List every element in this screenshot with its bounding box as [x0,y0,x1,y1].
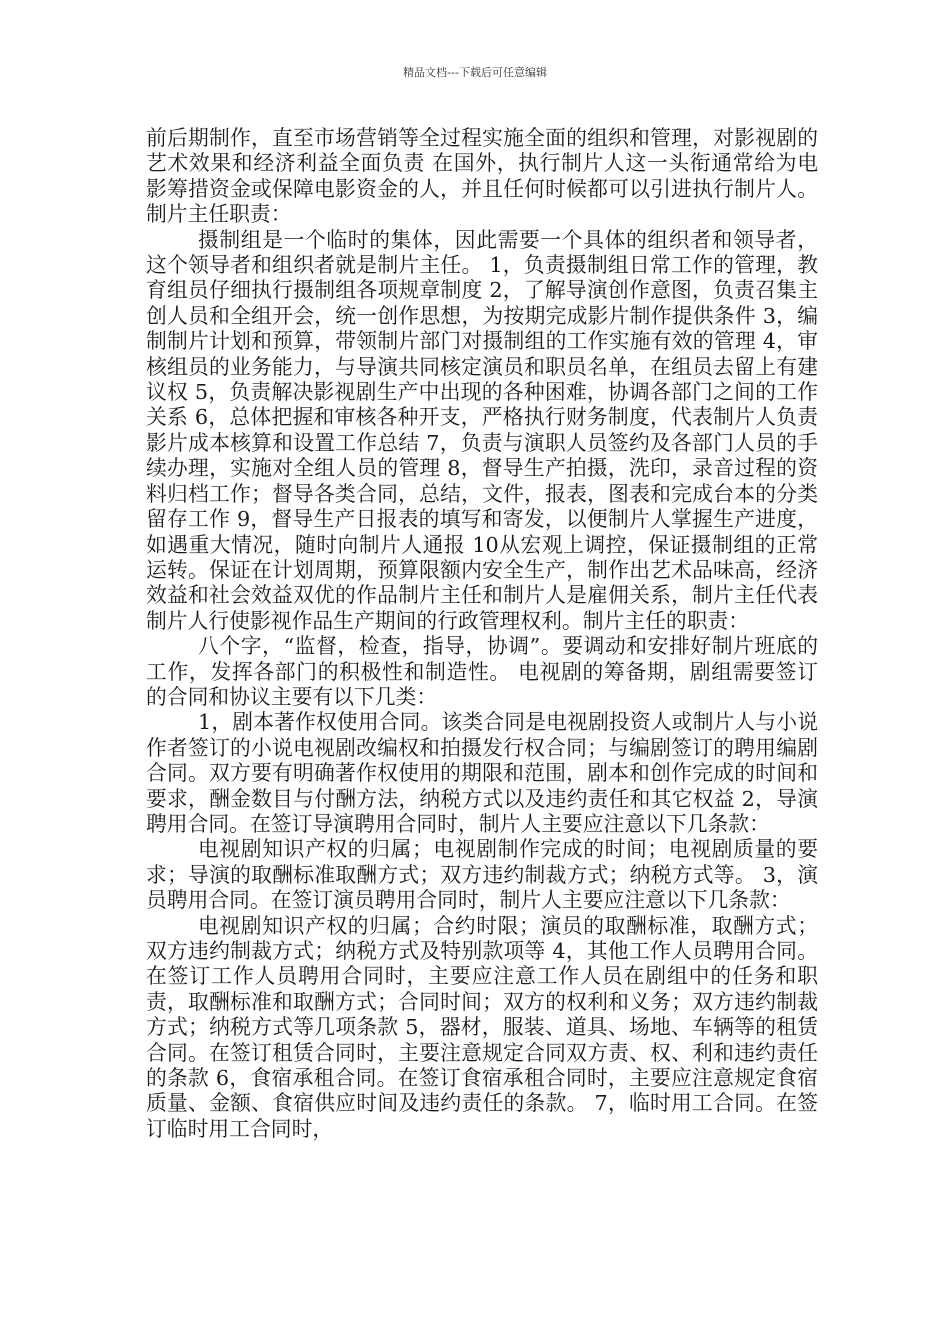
paragraph-6: 电视剧知识产权的归属；合约时限；演员的取酬标准，取酬方式；双方违约制裁方式；纳税方式及特别款项等 4，其他工作人员聘用合同。在签订工作人员聘用合同时，主要应注意工作人员在剧组中的任务和职责，取酬标准和取酬方式；合同时间；双方的权利和义务；双方违约制裁方式；纳税方式等几项条款 5，器材，服装、道具、场地、车辆等的租赁合同。在签订租赁合同时，主要注意规定合同双方责、权、利和违约责任的条款 6，食宿承租合同。在签订食宿承租合同时，主要应注意规定食宿质量、金额、食宿供应时间及违约责任的条款。 7，临时用工合同。在签订临时用工合同时， [146,913,818,1141]
paragraph-1: 前后期制作，直至市场营销等全过程实施全面的组织和管理，对影视剧的艺术效果和经济利益全面负责 在国外，执行制片人这一头衔通常给为电影筹措资金或保障电影资金的人，并且任何时候都可以引进执行制片人。 制片主任职责： [146,126,818,227]
paragraph-2: 摄制组是一个临时的集体，因此需要一个具体的组织者和领导者，这个领导者和组织者就是制片主任。 1，负责摄制组日常工作的管理，教育组员仔细执行摄制组各项规章制度 2，了解导演创作意图，负责召集主创人员和全组开会，统一创作思想，为按期完成影片制作提供条件 3，编制制片计划和预算，带领制片部门对摄制组的工作实施有效的管理 4，审核组员的业务能力，与导演共同核定演员和职员名单，在组员去留上有建议权 5，负责解决影视剧生产中出现的各种困难，协调各部门之间的工作关系 6，总体把握和审核各种开支，严格执行财务制度，代表制片人负责影片成本核算和设置工作总结 7，负责与演职人员签约及各部门人员的手续办理，实施对全组人员的管理 8，督导生产拍摄，洗印，录音过程的资料归档工作；督导各类合同，总结，文件，报表，图表和完成台本的分类留存工作 9，督导生产日报表的填写和寄发，以便制片人掌握生产进度，如遇重大情况，随时向制片人通报 10从宏观上调控，保证摄制组的正常运转。保证在计划周期，预算限额内安全生产，制作出艺术品味高，经济效益和社会效益双优的作品制片主任和制片人是雇佣关系，制片主任代表制片人行使影视作品生产期间的行政管理权利。制片主任的职责： [146,227,818,633]
paragraph-5: 电视剧知识产权的归属；电视剧制作完成的时间；电视剧质量的要求；导演的取酬标准取酬方式；双方违约制裁方式；纳税方式等。 3，演员聘用合同。在签订演员聘用合同时，制片人主要应注意以下几条款： [146,837,818,913]
document-body [146,126,818,1142]
paragraph-3: 八个字，“监督，检查，指导，协调”。要调动和安排好制片班底的工作，发挥各部门的积极性和制造性。 电视剧的筹备期，剧组需要签订的合同和协议主要有以下几类： [146,634,818,709]
paragraph-4: 1，剧本著作权使用合同。该类合同是电视剧投资人或制片人与小说作者签订的小说电视剧改编权和拍摄发行权合同；与编剧签订的聘用编剧合同。双方要有明确著作权使用的期限和范围，剧本和创作完成的时间和要求，酬金数目与付酬方法，纳税方式以及违约责任和其它权益 2，导演聘用合同。在签订导演聘用合同时，制片人主要应注意以下几条款： [146,710,818,836]
page-header: 精品文档---下载后可任意编辑 [403,66,547,79]
